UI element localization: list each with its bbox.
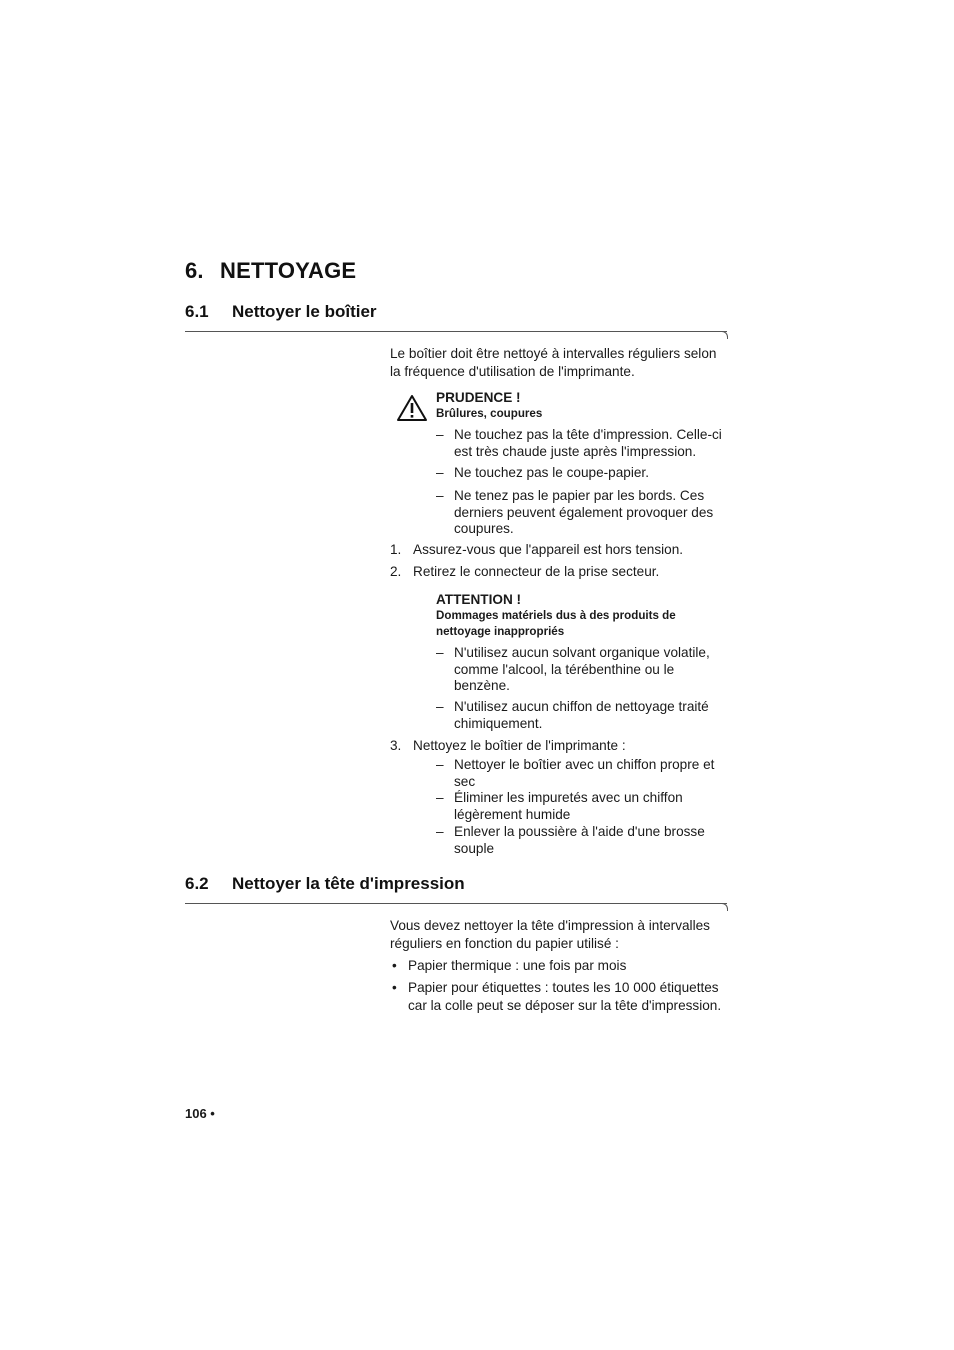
step3-item bbox=[436, 757, 744, 790]
section1-intro bbox=[390, 345, 730, 381]
bullet-marker: • bbox=[392, 980, 397, 995]
caution-subtitle: Brûlures, coupures bbox=[436, 407, 543, 420]
item-line: N'utilisez aucun chiffon de nettoyage traité bbox=[454, 699, 709, 714]
chapter-heading bbox=[185, 258, 356, 284]
step-text: Nettoyez le boîtier de l'imprimante : bbox=[413, 738, 626, 753]
bullet-marker: • bbox=[392, 958, 397, 973]
section-rule bbox=[185, 903, 727, 904]
item-line: Éliminer les impuretés avec un chiffon bbox=[454, 790, 683, 805]
item-line: N'utilisez aucun solvant organique volatile, bbox=[454, 645, 710, 660]
item-line: souple bbox=[454, 840, 495, 856]
item-line: Papier thermique : une fois par mois bbox=[408, 958, 627, 973]
dash-marker: – bbox=[436, 790, 444, 805]
step-text: Retirez le connecteur de la prise secteur. bbox=[413, 564, 660, 579]
dash-marker: – bbox=[436, 824, 444, 839]
step-number: 1. bbox=[390, 542, 402, 557]
chapter-number: 6. bbox=[185, 258, 204, 283]
item-line: car la colle peut se déposer sur la tête d'impression. bbox=[408, 998, 722, 1013]
section2-intro bbox=[390, 917, 730, 953]
item-line: comme l'alcool, la térébenthine ou le bbox=[454, 661, 675, 677]
dash-marker: – bbox=[436, 699, 444, 714]
dash-marker: – bbox=[436, 757, 444, 772]
step-number: 3. bbox=[390, 738, 402, 753]
attention-item bbox=[436, 699, 744, 732]
section-number: 6.1 bbox=[185, 302, 209, 321]
subtitle-line: nettoyage inappropriés bbox=[436, 625, 565, 638]
item-line: légèrement humide bbox=[454, 806, 571, 822]
item-line: Nettoyer le boîtier avec un chiffon propre et bbox=[454, 757, 715, 772]
caution-title: PRUDENCE ! bbox=[436, 390, 521, 405]
dash-marker: – bbox=[436, 488, 444, 503]
intro-line: Vous devez nettoyer la tête d'impression à intervalles bbox=[390, 918, 710, 933]
step-item bbox=[390, 738, 733, 755]
attention-item bbox=[436, 645, 744, 695]
item-line: sec bbox=[454, 773, 476, 789]
attention-subtitle bbox=[436, 608, 736, 640]
step-number: 2. bbox=[390, 564, 402, 579]
caution-item bbox=[436, 465, 744, 482]
step3-item bbox=[436, 790, 744, 823]
step-text: Assurez-vous que l'appareil est hors tension. bbox=[413, 542, 684, 557]
section-title: Nettoyer le boîtier bbox=[232, 302, 377, 321]
dash-marker: – bbox=[436, 645, 444, 660]
step-item bbox=[390, 542, 733, 559]
caution-item bbox=[436, 488, 744, 538]
subtitle-line: Dommages matériels dus à des produits de bbox=[436, 609, 676, 622]
chapter-title: NETTOYAGE bbox=[220, 258, 357, 283]
section-number: 6.2 bbox=[185, 874, 209, 893]
item-line: coupures. bbox=[454, 521, 514, 536]
bullet-item bbox=[392, 958, 748, 975]
item-line: est très chaude juste après l'impression. bbox=[454, 443, 697, 459]
step-item bbox=[390, 564, 733, 581]
item-line: benzène. bbox=[454, 678, 510, 693]
dash-marker: – bbox=[436, 465, 444, 480]
caution-item bbox=[436, 427, 744, 460]
warning-triangle-icon bbox=[396, 394, 428, 422]
page-number: 106 • bbox=[185, 1106, 215, 1121]
intro-line: la fréquence d'utilisation de l'imprimante. bbox=[390, 364, 635, 379]
section-rule bbox=[185, 331, 727, 332]
section-heading-6-1 bbox=[185, 302, 377, 322]
item-line: Enlever la poussière à l'aide d'une brosse bbox=[454, 824, 705, 839]
section-heading-6-2 bbox=[185, 874, 465, 894]
dash-marker: – bbox=[436, 427, 444, 442]
item-line: Ne tenez pas le papier par les bords. Ces bbox=[454, 488, 705, 503]
intro-line: réguliers en fonction du papier utilisé : bbox=[390, 936, 619, 951]
step3-item bbox=[436, 824, 744, 857]
item-line: Ne touchez pas le coupe-papier. bbox=[454, 465, 649, 480]
item-line: Ne touchez pas la tête d'impression. Celle-ci bbox=[454, 427, 722, 442]
attention-title: ATTENTION ! bbox=[436, 592, 522, 607]
item-line: chimiquement. bbox=[454, 715, 543, 731]
item-line: Papier pour étiquettes : toutes les 10 000 étiquettes bbox=[408, 980, 719, 995]
section-title: Nettoyer la tête d'impression bbox=[232, 874, 465, 893]
bullet-item bbox=[392, 979, 748, 1015]
item-line: derniers peuvent également provoquer des bbox=[454, 504, 714, 520]
intro-line: Le boîtier doit être nettoyé à intervalles réguliers selon bbox=[390, 346, 717, 361]
